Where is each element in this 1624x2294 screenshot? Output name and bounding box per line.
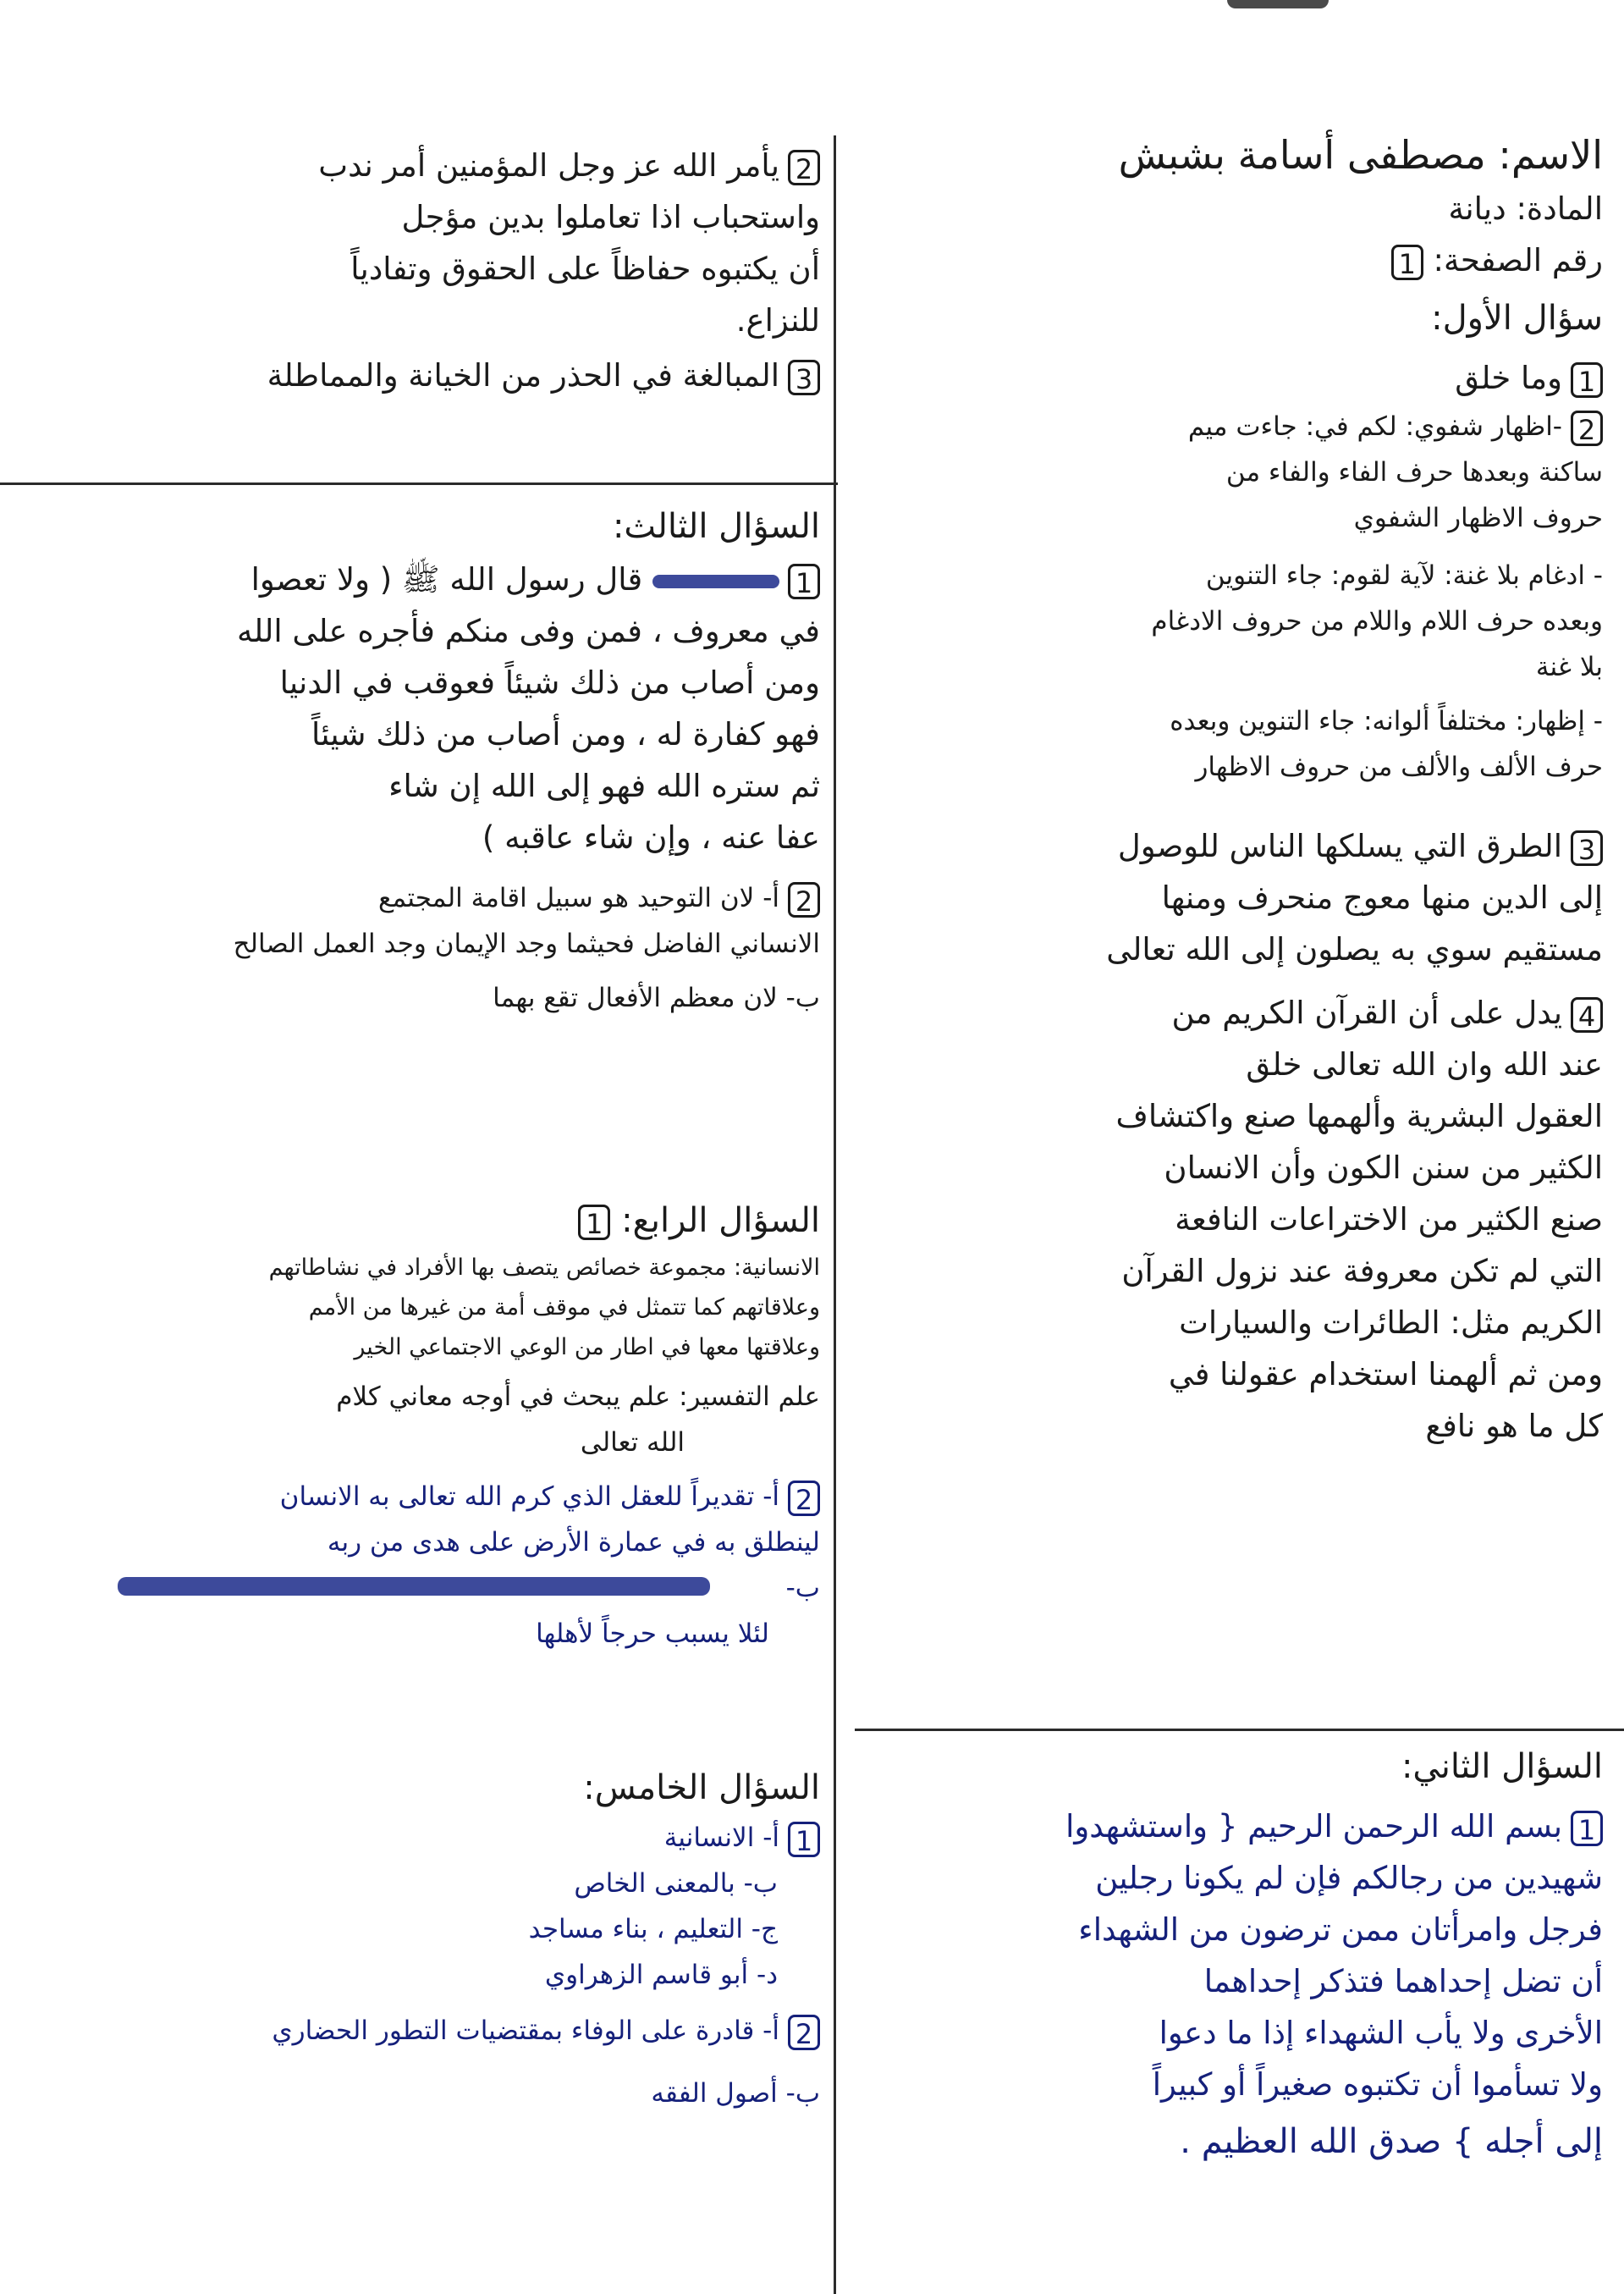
q1-item-4-number: 4: [1571, 997, 1603, 1033]
q1-item-2-line: حروف الاظهار الشفوي: [1353, 503, 1603, 533]
q2-item-1-number: 1: [1571, 1811, 1603, 1846]
q5-item-1-line: ب- بالمعنى الخاص: [574, 1868, 778, 1899]
q2-item-2-line: واستحباب اذا تعاملوا بدين مؤجل: [401, 199, 820, 235]
q4-heading-row: [25, 1194, 820, 1248]
q4-item-1-line: وعلاقاتهم كما تتمثل في موقف أمة من غيرها من الأمم: [308, 1294, 820, 1321]
q1-item-2c-line: - إظهار: مختلفاً ألوانه: جاء التنوين وبعده: [1170, 706, 1603, 736]
left-column-q2-continued: [41, 140, 820, 401]
q3-heading: السؤال الثالث:: [612, 507, 820, 546]
q1-item-4-line: الكريم مثل: الطائرات والسيارات: [1179, 1304, 1603, 1341]
q2-item-1-line: شهيدين من رجالكم فإن لم يكونا رجلين: [1095, 1860, 1603, 1896]
q4-item-2-line: أ- تقديراً للعقل الذي كرم الله تعالى به الانسان: [279, 1481, 779, 1512]
q2-item-2-line: أن يكتبوه حفاظاً على الحقوق وتفادياً: [350, 251, 820, 287]
q2-item-2-line: يأمر الله عز وجل المؤمنين أمر ندب: [318, 147, 779, 184]
page-number-row: [858, 234, 1603, 286]
q2-heading: السؤال الثاني:: [1401, 1747, 1603, 1786]
q4-item-2-number: 2: [788, 1481, 820, 1516]
q2-item-1-line: الأخرى ولا يأب الشهداء إذا ما دعوا: [1159, 2015, 1603, 2051]
q1-item-2-line: -اظهار شفوي: لكم في: جاءت ميم: [1187, 411, 1562, 442]
student-name: الاسم: مصطفى أسامة بشبش: [1118, 132, 1603, 178]
q3-item-2: [41, 875, 820, 1021]
right-column: [858, 127, 1603, 1452]
q1-item-1-number: 1: [1571, 362, 1603, 398]
q1-item-4-line: كل ما هو نافع: [1425, 1408, 1603, 1444]
q4-item-2-line: لينطلق به في عمارة الأرض على هدى من ربه: [327, 1527, 820, 1558]
q4-item-2-line: لئلا يسبب حرجاً لأهلها: [536, 1618, 769, 1649]
q5-item-1-line: أ- الانسانية: [663, 1823, 779, 1853]
q3-item-2-number: 2: [788, 882, 820, 918]
q4-heading: السؤال الرابع:: [621, 1201, 820, 1240]
q1-item-4-line: عند الله وان الله تعالى خلق: [1246, 1046, 1603, 1083]
section-rule-left-q3: [0, 483, 838, 485]
q3-item-1-line: فهو كفارة له ، ومن أصاب من ذلك شيئاً: [311, 716, 820, 753]
q2-item-1-line: ولا تسأموا أن تكتبوه صغيراً أو كبيراً: [1152, 2066, 1603, 2103]
q1-item-1: [858, 352, 1603, 404]
q3-item-1-line: قال رسول الله ﷺ ( ولا تعصوا: [250, 561, 643, 598]
q5-item-1-number: 1: [788, 1822, 820, 1857]
q3-item-1-number: 1: [788, 564, 820, 599]
q3-item-1-line: عفا عنه ، وإن شاء عاقبه ): [482, 819, 820, 856]
q2-item-2: [41, 140, 820, 346]
q1-heading: سؤال الأول:: [1431, 299, 1603, 338]
q5-item-2: [41, 2008, 820, 2116]
q2-item-1-line: فرجل وامرأتان ممن ترضون من الشهداء: [1078, 1911, 1603, 1948]
q1-item-3-line: إلى الدين منها معوج منحرف ومنها: [1161, 880, 1603, 916]
q1-item-2b-line: - ادغام بلا غنة: لآية لقوم: جاء التنوين: [1205, 560, 1603, 591]
q4-item-1b-line: علم التفسير: علم يبحث في أوجه معاني كلام: [336, 1381, 820, 1412]
left-column-q4: [25, 1194, 820, 1657]
q5-item-2-line: ب- أصول الفقه: [651, 2078, 820, 2109]
q2-item-1-line: أن تضل إحداهما فتذكر إحداهما: [1203, 1963, 1603, 1999]
q1-item-4-line: صنع الكثير من الاختراعات النافعة: [1175, 1201, 1603, 1238]
q1-item-4-line: العقول البشرية وألهمها صنع واكتشاف: [1115, 1098, 1603, 1134]
left-column-q5: [41, 1761, 820, 2116]
q5-item-2-number: 2: [788, 2015, 820, 2050]
q4-item-1-number: 1: [578, 1205, 610, 1240]
q4-item-1: [25, 1248, 820, 1367]
q1-item-2: [858, 404, 1603, 541]
q5-heading: السؤال الخامس:: [583, 1768, 820, 1807]
q1-item-2-line: ساكنة وبعدها حرف الفاء والفاء من: [1225, 457, 1603, 488]
q4-item-2: [25, 1474, 820, 1657]
q1-item-4-line: التي لم تكن معروفة عند نزول القرآن: [1121, 1253, 1603, 1289]
q1-item-4: [858, 987, 1603, 1452]
q3-item-1-line: ومن أصاب من ذلك شيئاً فعوقب في الدنيا: [279, 664, 820, 701]
crossed-out-line: [118, 1577, 710, 1596]
page-number-box: 1: [1391, 245, 1423, 280]
page-label: رقم الصفحة:: [1433, 242, 1603, 278]
q4-item-2-line: ب-: [785, 1573, 820, 1603]
q2-item-1-line: بسم الله الرحمن الرحيم { واستشهدوا: [1065, 1808, 1562, 1845]
q5-item-1-line: ج- التعليم ، بناء مساجد: [528, 1914, 778, 1944]
q1-item-3-number: 3: [1571, 830, 1603, 866]
q1-item-2c: [858, 698, 1603, 790]
q1-item-4-line: ومن ثم ألهمنا استخدام عقولنا في: [1168, 1356, 1603, 1392]
q4-item-1b-line: الله تعالى: [580, 1427, 685, 1458]
q2-item-2-line: للنزاع.: [735, 302, 820, 339]
q1-item-3: [858, 820, 1603, 975]
q2-item-3: [41, 350, 820, 401]
q1-item-3-line: الطرق التي يسلكها الناس للوصول: [1117, 828, 1562, 864]
section-rule-right-q2: [855, 1729, 1624, 1731]
q3-item-2-line: الانساني الفاضل فحيثما وجد الإيمان وجد العمل الصالح: [233, 929, 820, 959]
q2-item-3-line: المبالغة في الحذر من الخيانة والمماطلة: [267, 357, 779, 394]
q3-item-1: [41, 554, 820, 863]
left-column-q3: [41, 499, 820, 1021]
q1-item-2b: [858, 553, 1603, 690]
q3-item-2-line: أ- لان التوحيد هو سبيل اقامة المجتمع: [378, 883, 779, 913]
q1-item-3-line: مستقيم سوي به يصلون إلى الله تعالى: [1106, 931, 1603, 968]
q5-item-1: [41, 1815, 820, 1998]
q1-item-2b-line: وبعده حرف اللام واللام من حروف الادغام: [1151, 606, 1603, 637]
q4-item-1-line: الانسانية: مجموعة خصائص يتصف بها الأفراد في نشاطاتهم: [268, 1255, 820, 1281]
q5-item-2-line: أ- قادرة على الوفاء بمقتضيات التطور الحضاري: [272, 2016, 779, 2046]
q1-item-2c-line: حرف الألف والألف من حروف الاظهار: [1195, 752, 1603, 782]
q5-item-1-line: د- أبو قاسم الزهراوي: [544, 1960, 778, 1990]
q3-item-1-line: ثم ستره الله فهو إلى الله إن شاء: [388, 768, 820, 804]
q2-item-2-number: 2: [788, 150, 820, 185]
q1-item-4-line: الكثير من سنن الكون وأن الانسان: [1164, 1150, 1603, 1186]
q4-item-1-line: وعلاقتها معها في اطار من الوعي الاجتماعي الخير: [354, 1334, 820, 1360]
q3-item-1-line: في معروف ، فمن وفى منكم فأجره على الله: [237, 613, 820, 649]
q4-item-1b: [25, 1374, 820, 1465]
q2-item-1-line: إلى أجله } صدق الله العظيم .: [1180, 2122, 1603, 2161]
column-divider: [834, 135, 836, 2294]
q3-item-2-line: ب- لان معظم الأفعال تقع بهما: [493, 983, 820, 1013]
crossed-out-word: [652, 575, 779, 588]
q1-item-4-line: يدل على أن القرآن الكريم من: [1171, 995, 1562, 1031]
subject: المادة: ديانة: [1448, 190, 1603, 227]
q1-item-2-number: 2: [1571, 411, 1603, 446]
right-column-q2: [858, 1740, 1603, 2173]
q1-item-1-line: وما خلق: [1455, 360, 1562, 396]
top-ink-blot: [1227, 0, 1329, 8]
q2-item-3-number: 3: [788, 360, 820, 395]
q2-item-1: [858, 1800, 1603, 2173]
q1-item-2b-line: بلا غنة: [1535, 652, 1603, 682]
